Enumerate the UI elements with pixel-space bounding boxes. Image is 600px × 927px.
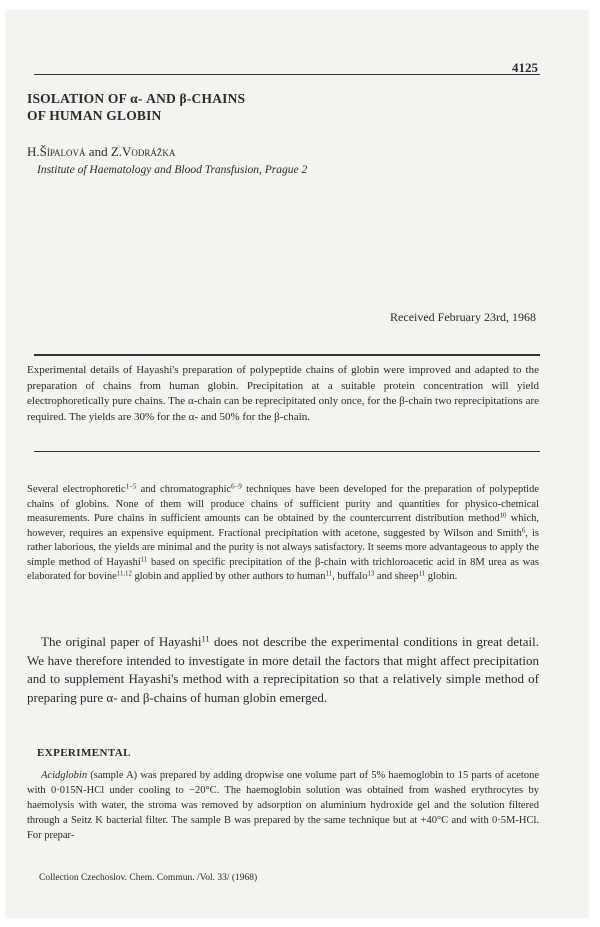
abstract-bottom-rule <box>34 451 540 452</box>
paragraph-text: (sample A) was prepared by adding dropwise one volume part of 5% haemoglobin to 15 parts of acetone with 0·015 <box>27 770 539 796</box>
intro-text: and chromatographic <box>136 484 232 495</box>
journal-page <box>6 10 588 918</box>
intro-text: Several electrophoretic <box>27 484 126 495</box>
reference-marker: 6−9 <box>231 483 242 491</box>
authors <box>27 144 175 160</box>
unit-normal: N <box>75 785 84 796</box>
institute: Institute of Haematology and Blood Transfusion, Prague 2 <box>37 164 308 176</box>
author-1-surname: Šípalová <box>39 144 86 159</box>
scope-paragraph <box>27 633 539 707</box>
paragraph-text: The original paper of Hayashi <box>41 634 202 649</box>
intro-text: globin and applied by other authors to human <box>131 571 326 582</box>
term-acidglobin: Acidglobin <box>41 770 88 781</box>
reference-marker: 11 <box>140 555 148 563</box>
intro-text: , buffalo <box>332 571 368 582</box>
header-rule <box>34 74 540 75</box>
section-heading-experimental: EXPERIMENTAL <box>37 747 131 759</box>
experimental-paragraph <box>27 768 539 843</box>
intro-text: , is rather laborious, the yields are minimal and the purity is not always satisfactory. It seems more advantageous to apply the simple method of Hayashi <box>27 527 539 568</box>
paragraph-text: -HCl under cooling to −20°C. The haemoglobin solution was obtained from washed erythrocytes by haemolysis with water, the stroma was removed by adsorption on aluminium hydroxide gel and the solution filtered through a Seitz K bacterial filter. The sample B was prepared by the same technique but at +40°C and with 0·5 <box>27 785 539 826</box>
author-1-initial: H. <box>27 144 40 159</box>
intro-paragraph <box>27 483 539 585</box>
unit-molar: M <box>506 815 516 826</box>
unit-molar: M <box>475 556 485 568</box>
author-2-surname: Vodrážka <box>122 144 176 159</box>
paragraph-text: does not describe the experimental conditions in great detail. We have therefore intended to investigate in more detail the factors that might affect precipitation and to supplement Hayashi's method with a reprecipitation so that a relatively simple method of preparing pure α- and β-chains of human globin emerged. <box>27 634 539 705</box>
abstract: Experimental details of Hayashi's preparation of polypeptide chains of globin were improved and adapted to the preparation of chains from human globin. Precipitation at a suitable protein concentration will yield electrophoretically pure chains. The α-chain can be reprecipitated only once, for the β-chain two reprecipitations are required. The yields are 30% for the α- and 50% for the β-chain. <box>27 364 539 423</box>
reference-marker: 10 <box>499 512 507 520</box>
paragraph-text: -HCl. For prepar- <box>27 815 539 841</box>
reference-marker: 11 <box>418 570 426 578</box>
reference-marker: 6 <box>521 526 526 534</box>
reference-marker: 11,12 <box>116 570 132 578</box>
title-line-1: ISOLATION OF α- AND β-CHAINS <box>27 91 246 106</box>
intro-text: globin. <box>425 571 458 582</box>
intro-text: and sheep <box>374 571 419 582</box>
journal-citation-footer: Collection Czechoslov. Chem. Commun. /Vol. 33/ (1968) <box>39 873 258 883</box>
reference-marker: 1−5 <box>125 483 137 491</box>
authors-conjunction: and <box>85 144 111 159</box>
intro-text: based on specific precipitation of the β-chain with trichloroacetic acid in 8 <box>147 556 476 568</box>
intro-text: techniques have been developed for the preparation of polypeptide chains of globins. None of them will produce chains of sufficient purity and quantities for physico-chemical measurements. Pure chains in sufficient amounts can be obtained by the countercurrent distribution method <box>27 484 540 524</box>
reference-marker: 11 <box>201 633 210 644</box>
abstract-top-rule <box>34 354 540 356</box>
intro-text: which, however, requires an expensive equipment. Fractional precipitation with acetone, suggested by Wilson and Smith <box>27 513 539 539</box>
reference-marker: 11 <box>325 570 333 578</box>
article-title <box>27 90 547 124</box>
author-2-initial: Z. <box>110 144 123 159</box>
title-line-2: OF HUMAN GLOBIN <box>27 108 162 123</box>
intro-text: urea as was elaborated for bovine <box>27 556 539 582</box>
reference-marker: 13 <box>367 570 375 578</box>
page-number: 4125 <box>512 60 538 75</box>
received-date: Received February 23rd, 1968 <box>390 310 536 324</box>
